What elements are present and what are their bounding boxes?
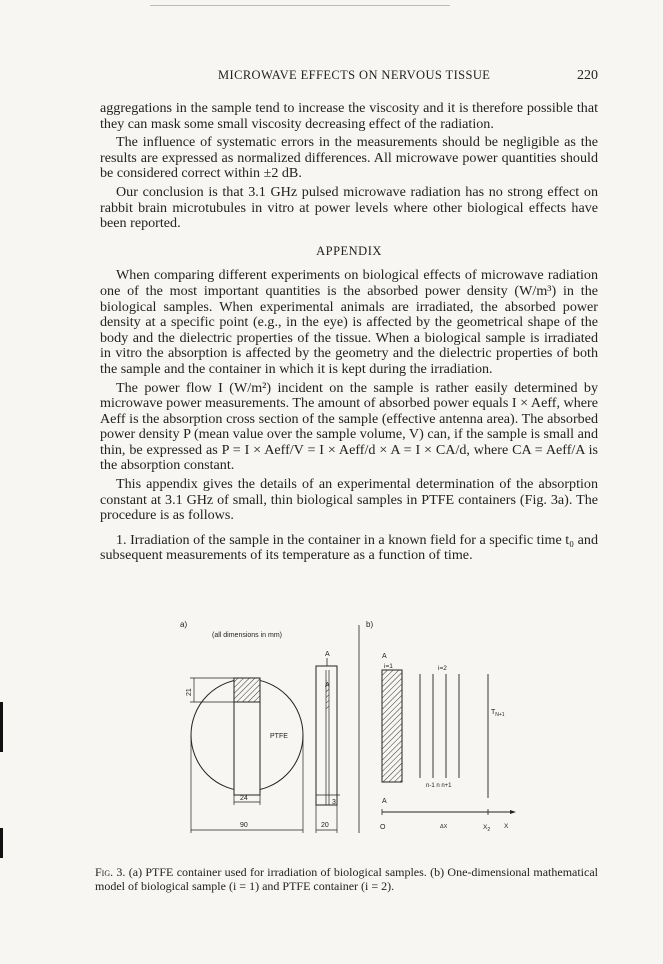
figure-caption (95, 865, 598, 893)
scan-edge-mark (0, 828, 3, 858)
origin-label: O (380, 824, 386, 831)
dimension-21 (186, 678, 234, 702)
body-text (100, 101, 598, 567)
running-header (100, 68, 598, 86)
procedure-step-1: 1. Irradiation of the sample in the container in a known field for a specific time t₀ and subsequent measurements of its temperature as a function of time. (100, 531, 598, 564)
ptfe-label: PTFE (270, 733, 288, 740)
ptfe-container-front-view (191, 678, 303, 795)
dimension-24 (234, 795, 260, 805)
caption-text: (a) PTFE container used for irradiation of biological samples. (b) One-dimensional mathematical model of biological sample (i = 1) and PTFE container (i = 2). (95, 865, 599, 893)
page-number: 220 (577, 68, 598, 83)
section-mark-bottom: A (325, 682, 330, 689)
one-dimensional-model (382, 663, 505, 805)
dim-24-label: 24 (240, 795, 248, 802)
dim-20-label: 20 (321, 822, 329, 829)
appendix-heading: APPENDIX (316, 243, 382, 258)
paragraph-5: The power flow I (W/m²) incident on the sample is rather easily determined by microwave power measurements. The amount of absorbed power equals I × Aeff, where Aeff is the absorption cross section of the sample (effective antenna area). The absorbed power density P (mean value over the sample volume, V) can, if the sample is small and thin, be expressed as P = I × Aeff/V = I × Aeff/d × A = I × CA/d, where CA = Aeff/A is the absorption constant. (100, 379, 598, 474)
paragraph-4: When comparing different experiments on biological effects of microwave radiation one of the most important quantities is the absorbed power density (W/m³) in the biological samples. When experimental animals are irradiated, the absorbed power density at a specific point (e.g., in the eye) is affected by the geometrical shape of the body and the dielectric properties of the tissue. When a biological sample is irradiated in vitro the absorption is affected by the geometry and the dielectric properties of both the sample and the container in which it is kept during the irradiation. (100, 267, 598, 377)
panel-b-label: b) (366, 620, 374, 629)
dim-21-label: 21 (186, 688, 193, 696)
paragraph-2: The influence of systematic errors in the measurements should be negligible as the results are expressed as normalized differences. All microwave power quantities should be considered correct within ±2 dB. (100, 134, 598, 182)
dimensions-note: (all dimensions in mm) (212, 632, 283, 639)
x-axis-label: X (504, 823, 509, 830)
x2-label: $X_2$ (483, 824, 491, 833)
node-labels: n-1 n n+1 (426, 783, 452, 789)
running-title: MICROWAVE EFFECTS ON NERVOUS TISSUE (218, 68, 491, 82)
paragraph-6: This appendix gives the details of an experimental determination of the absorption constant at 3.1 GHz of small, thin biological samples in PTFE containers (Fig. 3a). The procedure is as follows. (100, 476, 598, 524)
region-1-label: i=1 (384, 663, 393, 670)
dim-3-label: 3 (332, 799, 336, 806)
top-rule (150, 5, 450, 6)
panel-a-label: a) (180, 620, 188, 629)
scan-edge-mark (0, 702, 3, 752)
caption-label: Fig. 3. (95, 865, 126, 879)
ptfe-container-side-view (316, 651, 340, 833)
paragraph-1: aggregations in the sample tend to increase the viscosity and it is therefore possible that they can mask some small viscosity decreasing effect of the radiation. (100, 100, 598, 132)
x-axis (380, 809, 516, 833)
section-mark-top: A (325, 651, 330, 658)
dim-90-label: 90 (240, 822, 248, 829)
figure-3 (160, 620, 540, 855)
paragraph-3: Our conclusion is that 3.1 GHz pulsed microwave radiation has no strong effect on rabbit brain microtubules in vitro at power levels where other biological effects have been reported. (100, 183, 598, 232)
boundary-temperature-label: $T_{N+1}$ (491, 709, 505, 718)
panel-b-section-mark-bottom: A (382, 798, 387, 805)
region-2-label: i=2 (438, 665, 447, 672)
panel-b-section-mark-top: A (382, 653, 387, 660)
delta-x-label: ΔX (440, 824, 448, 830)
